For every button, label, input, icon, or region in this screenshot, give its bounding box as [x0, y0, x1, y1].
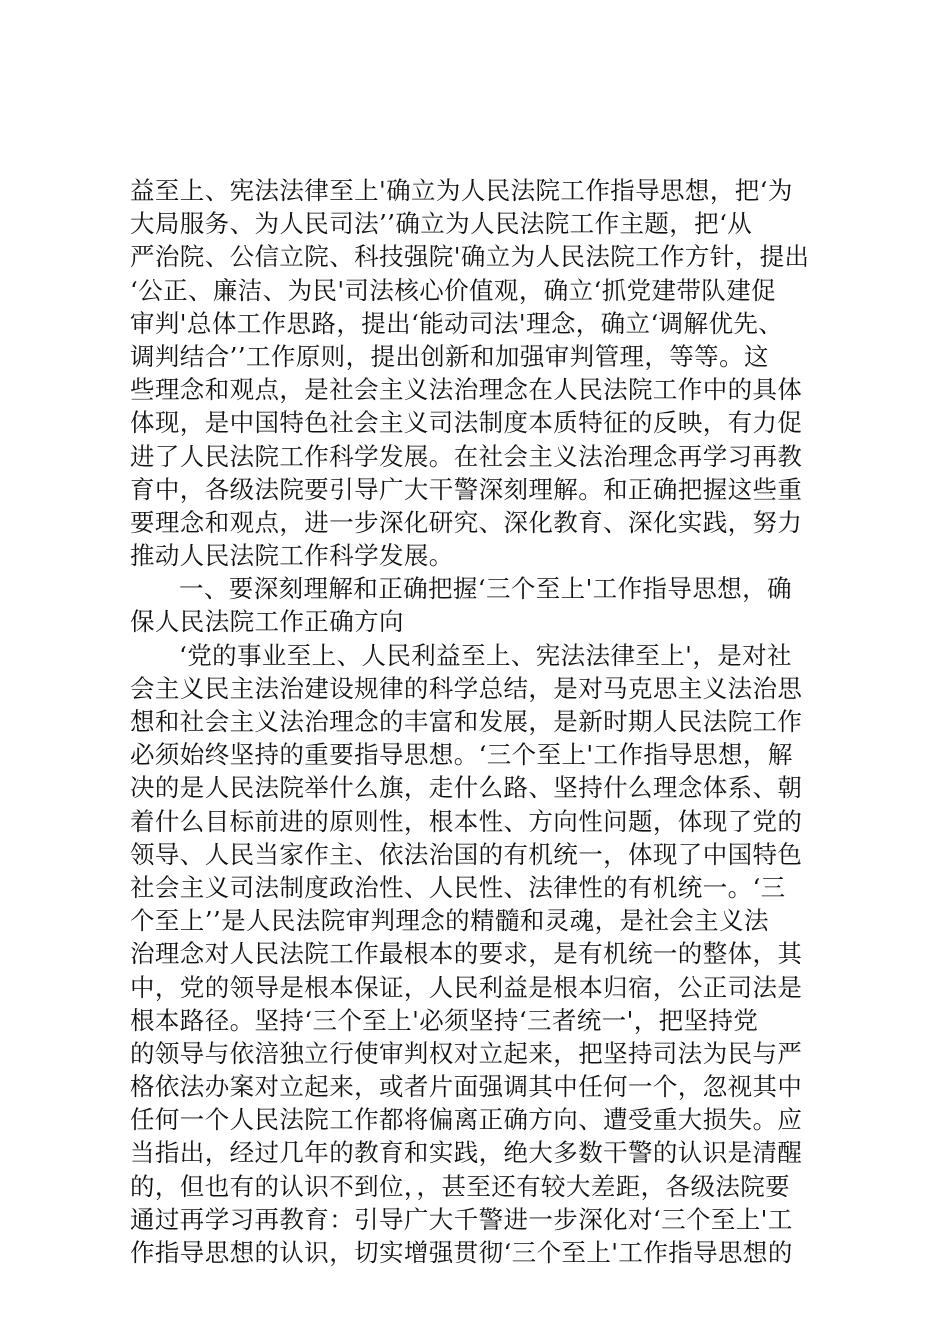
text-line: 育中，各级法院要引导广大干警深刻理解。和正确把握这些重 [130, 474, 803, 504]
text-line: 治理念对人民法院工作最根本的要求，是有机统一的整体，其 [130, 939, 803, 969]
text-line: 进了人民法院工作科学发展。在社会主义法治理念再学习再教 [130, 441, 803, 471]
text-line: 个至上’’是人民法院审判理念的精髓和灵魂，是社会主义法 [130, 906, 769, 936]
text-line: 大局服务、为人民司法’’确立为人民法院工作主题，把‘从 [130, 209, 753, 239]
text-line: 任何一个人民法院工作都将偏离正确方向、遭受重大损失。应 [130, 1105, 803, 1135]
text-line: 着什么目标前进的原则性，根本性、方向性问题，体现了党的 [130, 806, 803, 836]
text-line: 格依法办案对立起来，或者片面强调其中任何一个，忽视其中 [130, 1072, 803, 1102]
section-heading-line: 保人民法院工作正确方向 [130, 607, 404, 637]
text-line: 严治院、公信立院、科技强院'确立为人民法院工作方针，提出 [130, 242, 810, 272]
text-line: ‘公正、廉洁、为民'司法核心价值观，确立‘抓党建带队建促 [130, 275, 777, 305]
text-line: 领导、人民当家作主、依法治国的有机统一，体现了中国特色 [130, 839, 803, 869]
text-line: 会主义民主法治建设规律的科学总结，是对马克思主义法治思 [130, 673, 803, 703]
text-line: 推动人民法院工作科学发展。 [130, 541, 454, 571]
text-line: 根本路径。坚持‘三个至上'必须坚持‘三者统一'，把坚持党 [130, 1005, 759, 1035]
text-line: 些理念和观点，是社会主义法治理念在人民法院工作中的具体 [130, 375, 803, 405]
document-body [130, 174, 842, 1269]
text-line: 调判结合’’工作原则，提出创新和加强审判管理，等等。这 [130, 341, 769, 371]
text-line: 当指出，经过几年的教育和实践，绝大多数干警的认识是清醒 [130, 1138, 803, 1168]
text-line: 的，但也有的认识不到位，，甚至还有较大差距，各级法院要 [130, 1171, 791, 1201]
section-heading-line: 一、要深刻理解和正确把握‘三个至上'工作指导思想，确 [179, 574, 792, 604]
text-line: 决的是人民法院举什么旗，走什么路、坚持什么理念体系、朝 [130, 773, 803, 803]
text-line: 益至上、宪法法律至上'确立为人民法院工作指导思想，把‘为 [130, 176, 793, 205]
text-line: 要理念和观点，进一步深化研究、深化教育、深化实践，努力 [130, 507, 803, 537]
text-line: 审判'总体工作思路，提出‘能动司法'理念，确立‘调解优先、 [130, 308, 784, 338]
text-line: 中，党的领导是根本保证，人民利益是根本归宿，公正司法是 [130, 972, 803, 1002]
text-line: 通过再学习再教育：引导广大千警进一步深化对‘三个至上'工 [130, 1204, 793, 1234]
text-line: 必须始终坚持的重要指导思想。‘三个至上'工作指导思想，解 [130, 740, 793, 770]
text-line: 的领导与依涪独立行使审判权对立起来，把坚持司法为民与严 [130, 1038, 803, 1068]
text-line: 作指导思想的认识，切实增强贯彻‘三个至上'工作指导思想的 [130, 1238, 793, 1267]
text-line: 体现，是中国特色社会主义司法制度本质特征的反映，有力促 [130, 408, 803, 438]
paragraph-start-line: ‘党的事业至上、人民利益至上、宪法法律至上'，是对社 [179, 640, 792, 670]
text-line: 想和社会主义法治理念的丰富和发展，是新时期人民法院工作 [130, 707, 803, 736]
text-line: 社会主义司法制度政治性、人民性、法律性的有机统一。‘三 [130, 872, 786, 902]
